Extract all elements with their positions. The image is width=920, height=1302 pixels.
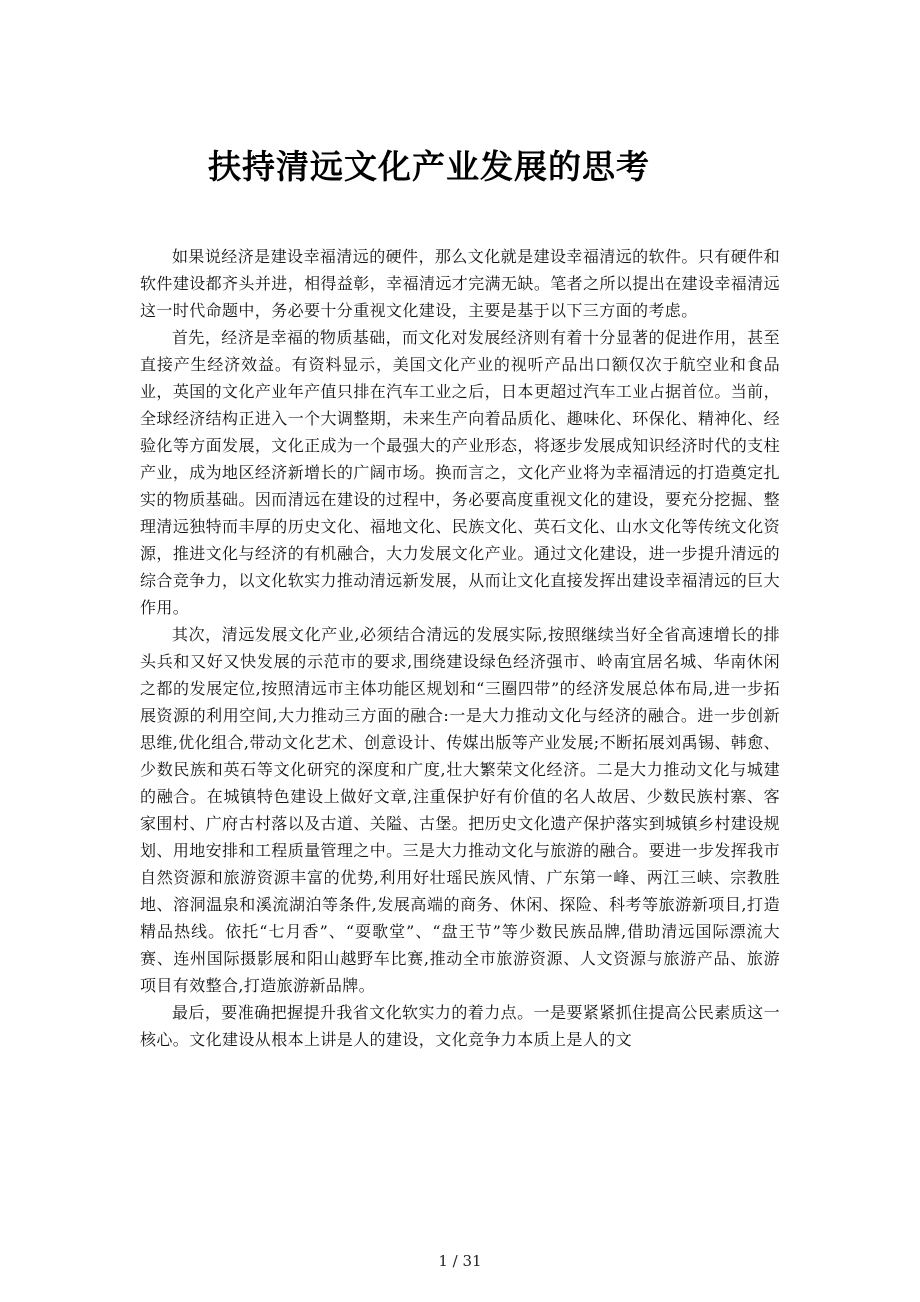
paragraph-intro: 如果说经济是建设幸福清远的硬件，那么文化就是建设幸福清远的软件。只有硬件和软件建设都齐头并进，相得益彰，幸福清远才完满无缺。笔者之所以提出在建设幸福清远这一时代命题中，务必要十分重视文化建设，主要是基于以下三方面的考虑。 [140, 247, 780, 320]
paragraph-first-point: 首先，经济是幸福的物质基础，而文化对发展经济则有着十分显著的促进作用，甚至直接产生经济效益。有资料显示，美国文化产业的视听产品出口额仅次于航空业和食品业，英国的文化产业年产值只排在汽车工业之后，日本更超过汽车工业占据首位。当前，全球经济结构正进入一个大调整期，未来生产向着品质化、趣味化、环保化、精神化、经验化等方面发展，文化正成为一个最强大的产业形态，将逐步发展成知识经济时代的支柱产业，成为地区经济新增长的广阔市场。换而言之，文化产业将为幸福清远的打造奠定扎实的物质基础。因而清远在建设的过程中，务必要高度重视文化的建设，要充分挖掘、整理清远独特而丰厚的历史文化、福地文化、民族文化、英石文化、山水文化等传统文化资源，推进文化与经济的有机融合，大力发展文化产业。通过文化建设，进一步提升清远的综合竞争力，以文化软实力推动清远新发展，从而让文化直接发挥出建设幸福清远的巨大作用。 [140, 328, 780, 617]
paragraph-second-point: 其次，清远发展文化产业,必须结合清远的发展实际,按照继续当好全省高速增长的排头兵和又好又快发展的示范市的要求,围绕建设绿色经济强市、岭南宜居名城、华南休闲之都的发展定位,按照清远市主体功能区规划和“三圈四带”的经济发展总体布局,进一步拓展资源的利用空间,大力推动三方面的融合:一是大力推动文化与经济的融合。进一步创新思维,优化组合,带动文化艺术、创意设计、传媒出版等产业发展;不断拓展刘禹锡、韩愈、少数民族和英石等文化研究的深度和广度,壮大繁荣文化经济。二是大力推动文化与城建的融合。在城镇特色建设上做好文章,注重保护好有价值的名人故居、少数民族村寨、客家围村、广府古村落以及古道、关隘、古堡。把历史文化遗产保护落实到城镇乡村建设规划、用地安排和工程质量管理之中。三是大力推动文化与旅游的融合。要进一步发挥我市自然资源和旅游资源丰富的优势,利用好壮瑶民族风情、广东第一峰、两江三峡、宗教胜地、溶洞温泉和溪流湖泊等条件,发展高端的商务、休闲、探险、科考等旅游新项目,打造精品热线。依托“七月香”、“耍歌堂”、“盘王节”等少数民族品牌,借助清远国际漂流大赛、连州国际摄影展和阳山越野车比赛,推动全市旅游资源、人文资源与旅游产品、旅游项目有效整合,打造旅游新品牌。 [140, 625, 780, 995]
paragraph-third-point: 最后，要准确把握提升我省文化软实力的着力点。一是要紧紧抓住提高公民素质这一核心。文化建设从根本上讲是人的建设，文化竞争力本质上是人的文 [140, 1003, 780, 1049]
page-number: 1 / 31 [438, 1252, 482, 1270]
document-title: 扶持清远文化产业发展的思考 [208, 147, 650, 186]
document-body [140, 243, 780, 1053]
